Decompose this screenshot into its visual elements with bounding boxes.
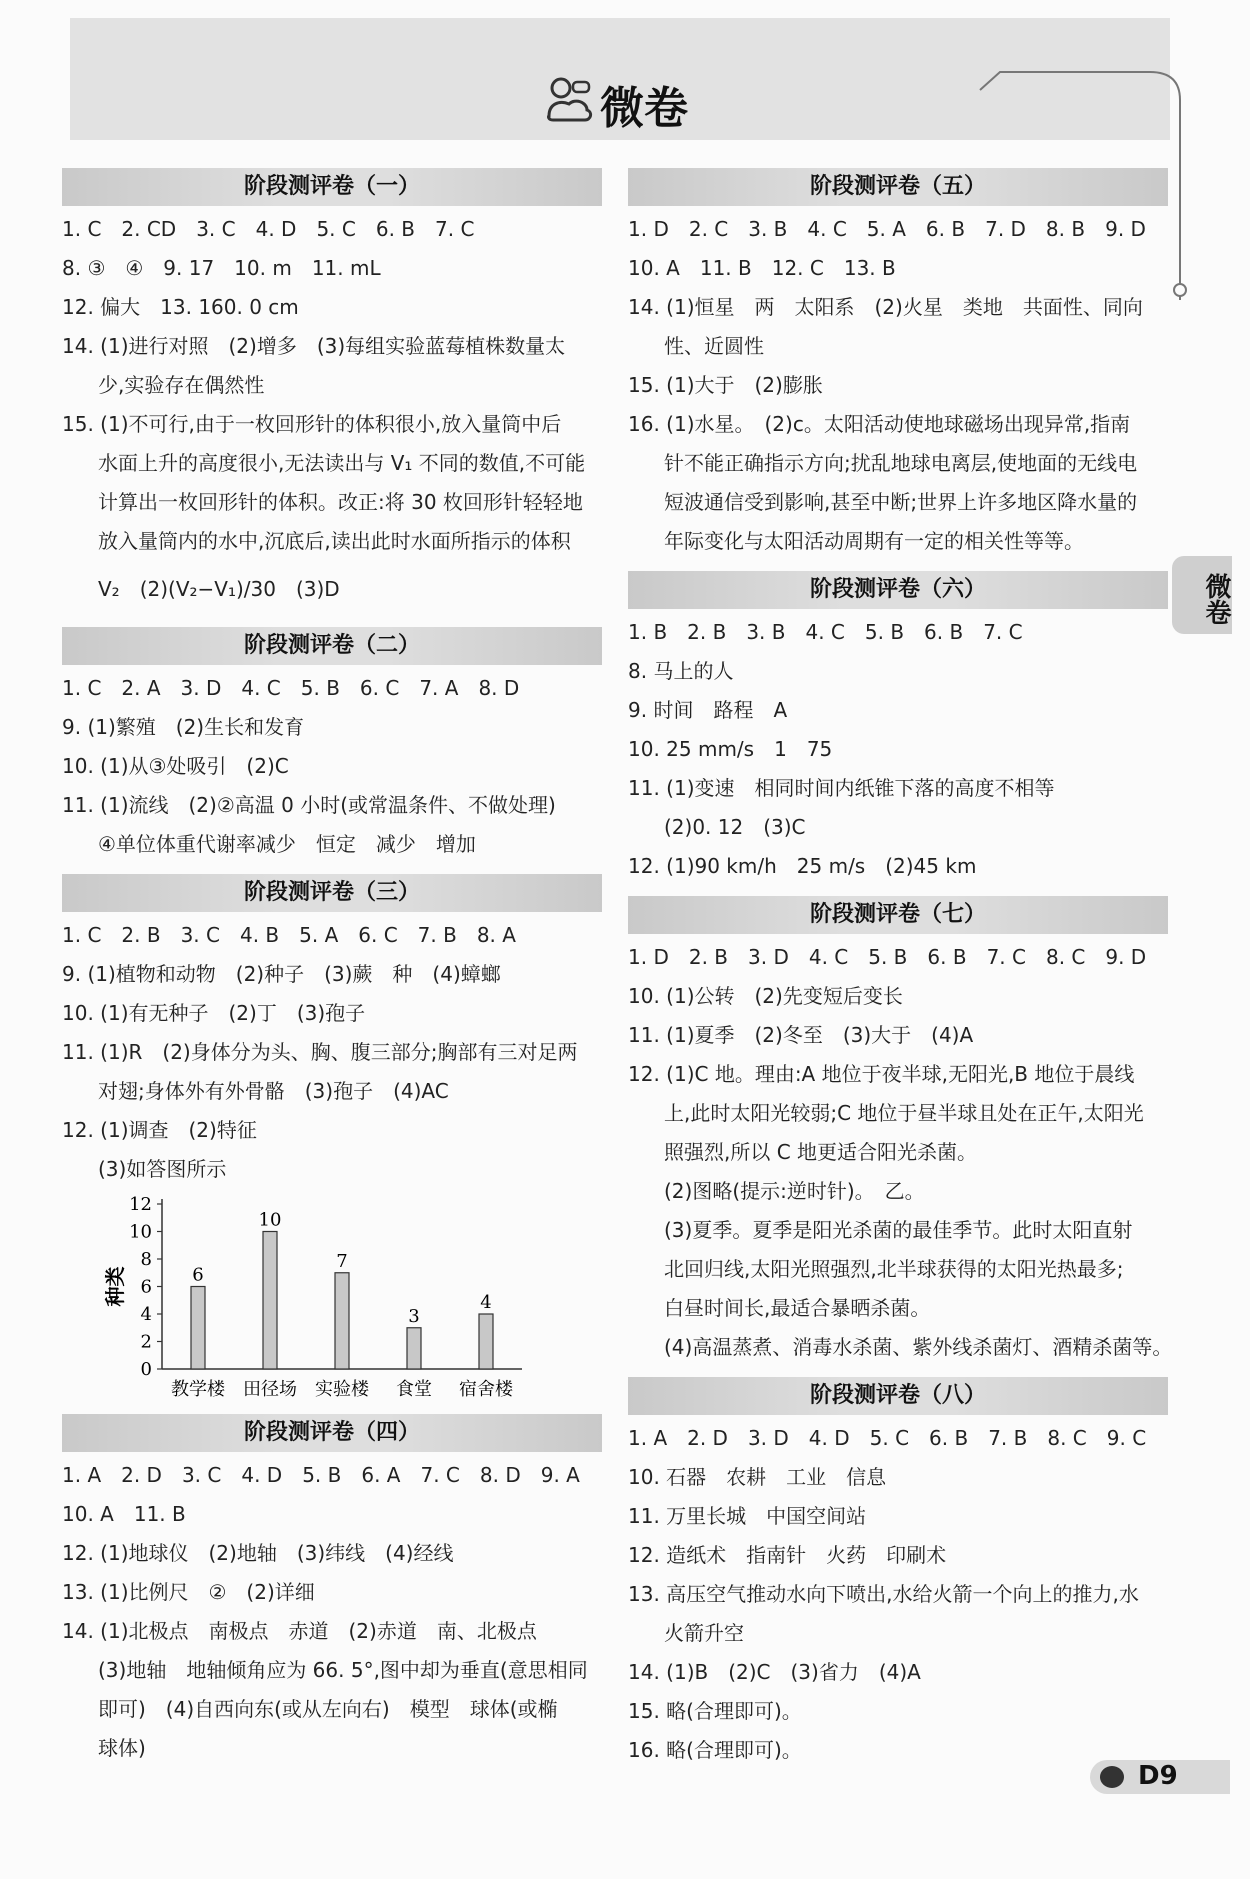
section-title-5: 阶段测评卷（五） [628,168,1168,206]
answer-line: 11. (1)流线 (2)②高温 0 小时(或常温条件、不做处理) [62,793,556,817]
answer-line: (2)图略(提示:逆时针)。 乙。 [664,1179,925,1203]
y-axis-label: 种类 [103,1266,127,1307]
answer-line: V₂ (2)(V₂−V₁)/30 (3)D [98,577,340,601]
answer-line: (3)地轴 地轴倾角应为 66. 5°,图中却为垂直(意思相同 [98,1658,588,1682]
answer-line: 1. D 2. C 3. B 4. C 5. A 6. B 7. D 8. B 9. D [628,217,1146,241]
answer-line: 13. 高压空气推动水向下喷出,水给火箭一个向上的推力,水 [628,1582,1139,1606]
section-title-6: 阶段测评卷（六） [628,571,1168,609]
answer-line: 14. (1)恒星 两 太阳系 (2)火星 类地 共面性、同向 [628,295,1143,319]
answer-line: (3)如答图所示 [98,1157,227,1181]
answer-block-4 [62,1456,602,1768]
answer-line: 11. (1)夏季 (2)冬至 (3)大于 (4)A [628,1023,974,1047]
answer-line: (4)高温蒸煮、消毒水杀菌、紫外线杀菌灯、酒精杀菌等。 [664,1335,1173,1359]
answer-line: 10. (1)公转 (2)先变短后变长 [628,984,903,1008]
answer-line: 15. 略(合理即可)。 [628,1699,802,1723]
section-title-2: 阶段测评卷（二） [62,627,602,665]
answer-line: (2)0. 12 (3)C [664,815,806,839]
page-number-text: D9 [1138,1761,1178,1791]
y-tick-label: 2 [140,1331,152,1353]
section-title-8: 阶段测评卷（八） [628,1377,1168,1415]
answer-line: 8. ③ ④ 9. 17 10. m 11. mL [62,256,381,280]
answer-block-6 [628,613,1168,886]
answer-line: 15. (1)大于 (2)膨胀 [628,373,823,397]
page-dot-icon [1100,1766,1124,1788]
cloud-icon [545,76,595,124]
answer-line: 15. (1)不可行,由于一枚回形针的体积很小,放入量筒中后 [62,412,562,436]
y-tick-label: 10 [129,1221,152,1243]
bar [263,1232,277,1370]
answer-line: (3)夏季。夏季是阳光杀菌的最佳季节。此时太阳直射 [664,1218,1133,1242]
answer-line: 水面上升的高度很小,无法读出与 V₁ 不同的数值,不可能 [98,451,586,475]
bar [191,1287,205,1370]
answer-line: 白昼时间长,最适合暴晒杀菌。 [664,1296,931,1320]
bar-chart [102,1189,532,1404]
answer-line: 16. 略(合理即可)。 [628,1738,802,1762]
answer-line: 即可) (4)自西向东(或从左向右) 模型 球体(或椭 [98,1697,558,1721]
y-tick-label: 12 [129,1194,152,1215]
section-title-7: 阶段测评卷（七） [628,896,1168,934]
answer-line: 少,实验存在偶然性 [98,373,265,397]
answer-block-2 [62,669,602,864]
answer-line: 12. (1)调查 (2)特征 [62,1118,257,1142]
answer-line: 计算出一枚回形针的体积。改正:将 30 枚回形针轻轻地 [98,490,583,514]
x-tick-label: 食堂 [396,1379,432,1400]
page-number [1090,1760,1230,1794]
bar-chart-svg [102,1189,532,1404]
x-tick-label: 教学楼 [171,1379,225,1400]
answer-line: 1. C 2. CD 3. C 4. D 5. C 6. B 7. C [62,217,475,241]
answer-line: 性、近圆性 [664,334,764,358]
answer-line: 年际变化与太阳活动周期有一定的相关性等等。 [664,529,1084,553]
answer-line: 1. A 2. D 3. C 4. D 5. B 6. A 7. C 8. D 9. A [62,1463,580,1487]
bar [335,1273,349,1369]
section-title-3: 阶段测评卷（三） [62,874,602,912]
x-tick-label: 实验楼 [315,1379,369,1400]
answer-line: 照强烈,所以 C 地更适合阳光杀菌。 [664,1140,978,1164]
banner-title: 微卷 [600,83,688,134]
answer-line: 球体) [98,1736,146,1760]
bar [479,1314,493,1369]
answer-line: 10. A 11. B 12. C 13. B [628,256,896,280]
answer-line: 14. (1)进行对照 (2)增多 (3)每组实验蓝莓植株数量太 [62,334,566,358]
answer-line: 11. 万里长城 中国空间站 [628,1504,867,1528]
section-title-1: 阶段测评卷（一） [62,168,602,206]
left-column [62,168,602,1768]
answer-line: 13. (1)比例尺 ② (2)详细 [62,1580,315,1604]
answer-line: 9. 时间 路程 A [628,698,788,722]
x-tick-label: 宿舍楼 [459,1379,513,1400]
answer-line: 12. (1)90 km/h 25 m/s (2)45 km [628,854,977,878]
y-tick-label: 6 [140,1276,152,1298]
y-tick-label: 4 [140,1304,152,1325]
answer-line: 10. 25 mm/s 1 75 [628,737,833,761]
answer-line: 9. (1)植物和动物 (2)种子 (3)蕨 种 (4)蟑螂 [62,962,501,986]
answer-block-5 [628,210,1168,561]
answer-line: 12. 造纸术 指南针 火药 印刷术 [628,1543,947,1567]
y-tick-label: 0 [140,1359,152,1380]
answer-line: 16. (1)水星。 (2)c。太阳活动使地球磁场出现异常,指南 [628,412,1131,436]
answer-line: 14. (1)B (2)C (3)省力 (4)A [628,1660,921,1684]
answer-line: 1. C 2. B 3. C 4. B 5. A 6. C 7. B 8. A [62,923,516,947]
answer-line: 短波通信受到影响,甚至中断;世界上许多地区降水量的 [664,490,1138,514]
answer-line: 针不能正确指示方向;扰乱地球电离层,使地面的无线电 [664,451,1138,475]
answer-line: 对翅;身体外有外骨骼 (3)孢子 (4)AC [98,1079,449,1103]
answer-line: 1. A 2. D 3. D 4. D 5. C 6. B 7. B 8. C 9. C [628,1426,1147,1450]
bar-value-label: 3 [408,1305,420,1327]
answer-block-3 [62,916,602,1189]
answer-block-7 [628,938,1173,1367]
y-tick-label: 8 [140,1249,152,1270]
answer-line: 上,此时太阳光较弱;C 地位于昼半球且处在正午,太阳光 [664,1101,1144,1125]
answer-line: 10. 石器 农耕 工业 信息 [628,1465,887,1489]
side-tab: 微卷 [1172,556,1232,634]
answer-line: 14. (1)北极点 南极点 赤道 (2)赤道 南、北极点 [62,1619,537,1643]
answer-line: ④单位体重代谢率减少 恒定 减少 增加 [98,832,476,856]
x-tick-label: 田径场 [243,1379,297,1400]
right-column [628,168,1173,1770]
answer-line: 11. (1)变速 相同时间内纸锥下落的高度不相等 [628,776,1055,800]
answer-line: 北回归线,太阳光照强烈,北半球获得的太阳光热最多; [664,1257,1124,1281]
bar-value-label: 10 [258,1209,282,1231]
answer-line: 8. 马上的人 [628,659,734,683]
bar [407,1328,421,1369]
answer-line: 10. A 11. B [62,1502,186,1526]
answer-line: 12. (1)C 地。理由:A 地位于夜半球,无阳光,B 地位于晨线 [628,1062,1135,1086]
answer-line: 放入量筒内的水中,沉底后,读出此时水面所指示的体积 [98,529,571,553]
answer-line: 1. B 2. B 3. B 4. C 5. B 6. B 7. C [628,620,1023,644]
answer-line: 1. D 2. B 3. D 4. C 5. B 6. B 7. C 8. C 9. D [628,945,1147,969]
section-title-4: 阶段测评卷（四） [62,1414,602,1452]
bar-value-label: 7 [336,1250,348,1272]
answer-block-1 [62,210,602,617]
bar-value-label: 6 [192,1264,204,1286]
answer-line: 1. C 2. A 3. D 4. C 5. B 6. C 7. A 8. D [62,676,520,700]
answer-line: 火箭升空 [664,1621,744,1645]
answer-line: 11. (1)R (2)身体分为头、胸、腹三部分;胸部有三对足两 [62,1040,578,1064]
bar-value-label: 4 [480,1292,492,1313]
answer-block-8 [628,1419,1168,1770]
answer-line: 10. (1)有无种子 (2)丁 (3)孢子 [62,1001,366,1025]
answer-line: 12. (1)地球仪 (2)地轴 (3)纬线 (4)经线 [62,1541,454,1565]
answer-line: 9. (1)繁殖 (2)生长和发育 [62,715,305,739]
answer-line: 12. 偏大 13. 160. 0 cm [62,295,299,319]
answer-line: 10. (1)从③处吸引 (2)C [62,754,289,778]
